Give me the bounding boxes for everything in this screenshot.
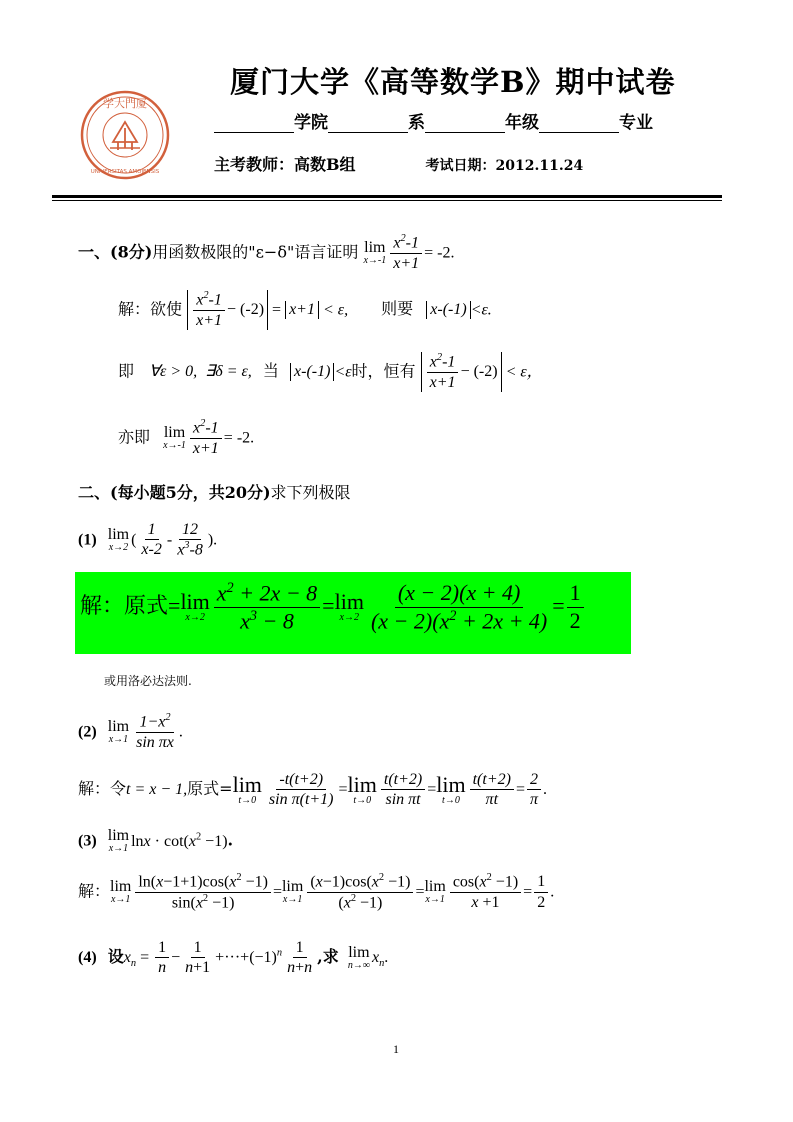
q2-p3-sol-lead: 解： [78, 881, 111, 901]
exam-title: 厦门大学《高等数学B》期中试卷 [230, 65, 676, 99]
q2-statement [78, 480, 351, 503]
header-rule-thin [52, 200, 722, 201]
q1-line3-lead: 亦即 [118, 427, 151, 447]
q2-p4-label: (4) [78, 949, 97, 967]
q2-p2-solution: 解：令t = x − 1,原式= lim t→0 $\frac{-t(t+2)}{\text{sin π(t+1)}}$ = lim t→0 $\frac{t(t+2)}{\text{sin πt}}$ = lim t→0 $\frac{t(t+2)}{\pi t}$ = $\frac{2}{\pi}$ . [78, 771, 547, 809]
q2-part4: (4) 设$x_n$ = $\frac{1}{n}$ − $\frac{1}{n+1}$ $+\cdot\cdot\cdot+(-1)^n$ $\frac{1}{n+n}$ ,求 lim n→∞ $x_n$. [78, 939, 389, 977]
college-label: 学院 [294, 113, 328, 133]
teacher-label: 主考教师：高数B组 [214, 155, 356, 174]
q2-p1-label: (1) [78, 531, 97, 549]
q1-solution-line3: 亦即 lim x→-1 $\frac{x^2-1}{x+1}$ = -2. [118, 418, 255, 457]
q1-line2-when: 当 [262, 361, 279, 381]
q1-statement: 一、(8分)用函数极限的"ε−δ"语言证明 lim x→-1 $\frac{x^2-1}{x+1}$ = -2. [78, 233, 455, 272]
q2-part2: (2) lim x→1 $\frac{1-x^2}{\text{sin πx}}$ . [78, 712, 183, 751]
q1-solution-line2: 即 ∀ε > 0, ∃δ = ε, 当 x-(-1) <ε时，恒有 $\frac{x^2-1}{x+1}$ − (-2) < ε， [118, 352, 543, 391]
major-label: 专业 [619, 113, 653, 133]
q1-sol-lead: 解：欲使 [118, 299, 183, 319]
page-number: 1 [393, 1042, 399, 1056]
q2-p2-label: (2) [78, 723, 97, 741]
q2-p2-sol-lead: 解：令 [78, 779, 127, 799]
q2-p4-ask: 求 [322, 947, 339, 967]
q2-part1: (1) lim x→2 ( $\frac{1}{x-2}$ - $\frac{12}{x^3-8}$ ). [78, 521, 218, 559]
q2-prompt: 求下列极限 [270, 483, 351, 502]
q2-part3: (3) lim x→1 $\ln x \cdot \cot(x^2 -1)$. [78, 827, 234, 854]
q2-p1-ans-lead: 解：原式 [80, 594, 169, 620]
q1-line2-lead: 即 [118, 361, 135, 381]
q1-solution-line1: 解：欲使 $\frac{x^2-1}{x+1}$ − (-2) = x+1 < ε, 则要 x-(-1) <ε. [118, 290, 492, 329]
q1-prompt: 用函数极限的"ε−δ"语言证明 [152, 242, 359, 262]
seal-bottom-text: UNIVERSITAS AMOIENSIS [90, 169, 160, 175]
q2-p3-solution: 解： lim x→1 $\frac{\ln(x-1+1)\cos(x^2 -1)}{\sin(x^2 -1)}$ = lim x→1 $\frac{(x-1)\cos(x^2 -1)}{(x^2 -1)}$ = lim x→1 $\frac{\cos(x^2 -1)}{x +1}$ = $\frac{1}{2}$ . [78, 872, 555, 911]
seal-top-text: 学大門厦 [103, 97, 147, 110]
exam-date: 考试日期：2012.11.24 [425, 158, 584, 174]
university-seal [80, 90, 170, 180]
q1-heading: 一、(8分) [78, 242, 153, 262]
header-rule-thick [52, 195, 722, 198]
exam-meta-line [214, 152, 583, 175]
grade-label: 年级 [505, 113, 539, 133]
q1-line2-time: 时，恒有 [351, 361, 416, 381]
q1-sol-then: 则要 [381, 299, 414, 319]
dept-label: 系 [408, 113, 425, 133]
q2-p3-label: (3) [78, 832, 97, 850]
student-info-line [214, 108, 653, 133]
q2-p4-set: 设 [107, 947, 124, 967]
q2-heading: 二、(每小题5分，共20分) [78, 483, 271, 502]
q2-p2-sol-mid: 原式= [187, 779, 233, 799]
q2-p1-note: 或用洛必达法则. [104, 674, 192, 688]
q2-p1-answer: 解：原式= lim x→2 $\frac{x^2 + 2x - 8}{x^3 - 8}$ = lim x→2 $\frac{(x - 2)(x + 4)}{(x - 2)(x^2 + 2x + 4)}$ = $\frac{1}{2}$ [80, 580, 586, 634]
